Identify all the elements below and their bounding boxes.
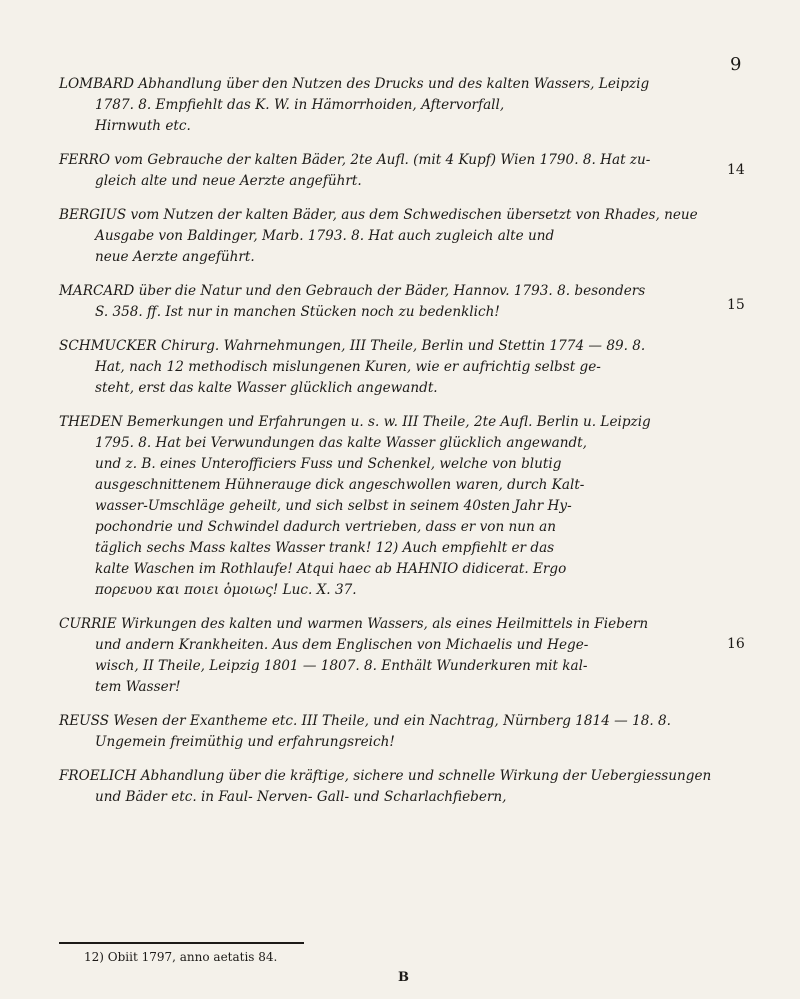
bibliography-list: [59, 74, 729, 821]
footnote: 12) Obiit 1797, anno aetatis 84.: [84, 950, 278, 964]
entry-line: tem Wasser!: [95, 679, 181, 695]
entry-line: Hirnwuth etc.: [95, 118, 191, 134]
entry-line: neue Aerzte angeführt.: [95, 249, 255, 265]
entry-line: wisch, II Theile, Leipzig 1801 — 1807. 8. Enthält Wunderkuren mit kal-: [95, 658, 588, 674]
entry-line: ausgeschnittenem Hühnerauge dick angeschwollen waren, durch Kalt-: [95, 477, 585, 493]
entry-line: REUSS Wesen der Exantheme etc. III Theile, und ein Nachtrag, Nürnberg 1814 — 18. 8.: [59, 713, 671, 729]
entry-line: S. 358. ff. Ist nur in manchen Stücken noch zu bedenklich!: [95, 304, 500, 320]
entry-line: steht, erst das kalte Wasser glücklich angewandt.: [95, 380, 438, 396]
entry-line: gleich alte und neue Aerzte angeführt.: [95, 173, 362, 189]
entry-currie: [59, 614, 729, 698]
footnote-divider: [59, 942, 304, 944]
entry-bergius: [59, 205, 729, 268]
entry-line: SCHMUCKER Chirurg. Wahrnehmungen, III Theile, Berlin und Stettin 1774 — 89. 8.: [59, 338, 646, 354]
entry-line: wasser-Umschläge geheilt, und sich selbst in seinem 40sten Jahr Hy-: [95, 498, 572, 514]
page-number: 9: [730, 54, 742, 75]
entry-schmucker: [59, 336, 729, 399]
entry-line: THEDEN Bemerkungen und Erfahrungen u. s. w. III Theile, 2te Aufl. Berlin u. Leipzig: [59, 414, 651, 430]
entry-line: pochondrie und Schwindel dadurch vertrieben, dass er von nun an: [95, 519, 556, 535]
entry-line: Hat, nach 12 methodisch mislungenen Kuren, wie er aufrichtig selbst ge-: [95, 359, 601, 375]
entry-line: kalte Waschen im Rothlaufe! Atqui haec ab HAHNIO didicerat. Ergo: [95, 561, 567, 577]
entry-line: Ausgabe von Baldinger, Marb. 1793. 8. Hat auch zugleich alte und: [95, 228, 555, 244]
entry-line: LOMBARD Abhandlung über den Nutzen des Drucks und des kalten Wassers, Leipzig: [59, 76, 650, 92]
entry-line: MARCARD über die Natur und den Gebrauch der Bäder, Hannov. 1793. 8. besonders: [59, 283, 646, 299]
entry-froelich: [59, 766, 729, 808]
entry-theden: [59, 412, 729, 601]
entry-line: BERGIUS vom Nutzen der kalten Bäder, aus dem Schwedischen übersetzt von Rhades, neue: [59, 207, 698, 223]
margin-number: 14: [727, 162, 745, 178]
entry-line: CURRIE Wirkungen des kalten und warmen Wassers, als eines Heilmittels in Fiebern: [59, 616, 649, 632]
entry-line: täglich sechs Mass kaltes Wasser trank! 12) Auch empfiehlt er das: [95, 540, 555, 556]
entry-line: und andern Krankheiten. Aus dem Englischen von Michaelis und Hege-: [95, 637, 589, 653]
entry-line: 1787. 8. Empfiehlt das K. W. in Hämorrhoiden, Aftervorfall,: [95, 97, 505, 113]
entry-line: FROELICH Abhandlung über die kräftige, sichere und schnelle Wirkung der Uebergiessungen: [59, 768, 712, 784]
margin-number: 15: [727, 297, 745, 313]
entry-reuss: [59, 711, 729, 753]
entry-ferro: [59, 150, 729, 192]
entry-line: und Bäder etc. in Faul- Nerven- Gall- und Scharlachfiebern,: [95, 789, 507, 805]
margin-number: 16: [727, 636, 745, 652]
entry-line: πορευου και ποιει ὁμοιως! Luc. X. 37.: [95, 582, 357, 598]
entry-line: 1795. 8. Hat bei Verwundungen das kalte Wasser glücklich angewandt,: [95, 435, 587, 451]
entry-line: Ungemein freimüthig und erfahrungsreich!: [95, 734, 395, 750]
entry-line: und z. B. eines Unterofficiers Fuss und Schenkel, welche von blutig: [95, 456, 562, 472]
signature-mark: B: [398, 970, 409, 985]
entry-line: FERRO vom Gebrauche der kalten Bäder, 2te Aufl. (mit 4 Kupf) Wien 1790. 8. Hat zu-: [59, 152, 651, 168]
entry-lombard: [59, 74, 729, 137]
entry-marcard: [59, 281, 729, 323]
